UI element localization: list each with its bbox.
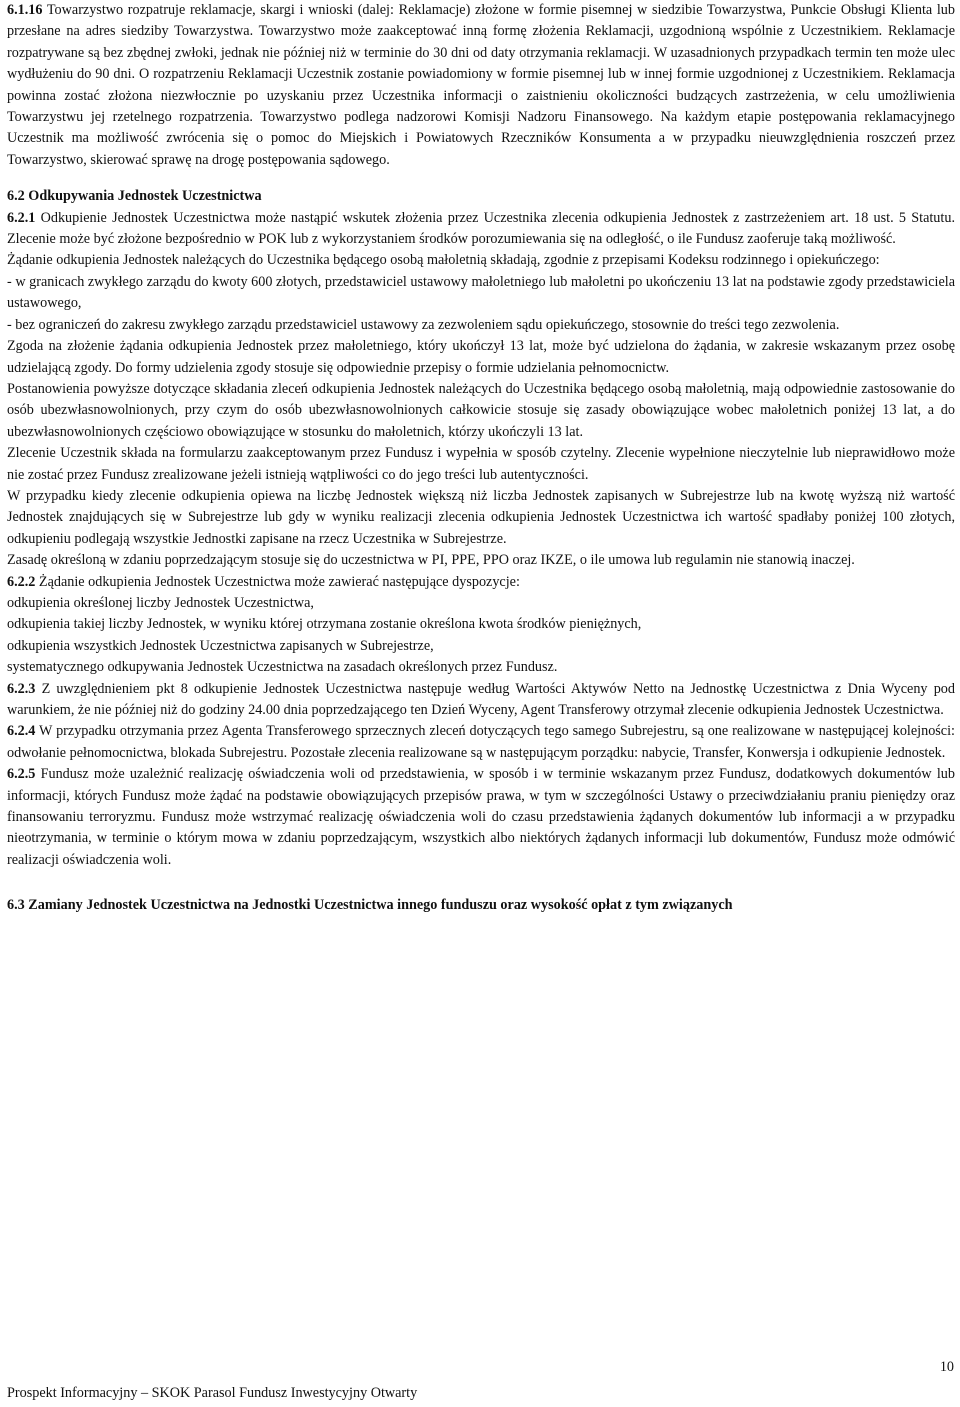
paragraph-text: Fundusz może uzależnić realizację oświadczenia woli od przedstawienia, w sposób i w terminie wskazanym przez Fundusz, dodatkowych dokumentów lub informacji, których Fundusz może żądać na podstawie obowiązujących przepisów prawa, w tym w szczególności Ustawy o przeciwdziałaniu praniu pieniędzy oraz finansowaniu terroryzmu. Fundusz może wstrzymać realizację oświadczenia woli do czasu przedstawienia żądanych dokumentów lub informacji a w przypadku nieotrzymania, w terminie o którym mowa w zdaniu poprzedzającym, wszystkich albo niektórych żądanych informacji lub dokumentów, Fundusz może odmówić realizacji oświadczenia woli.	[7, 766, 955, 868]
section-heading: 6.3 Zamiany Jednostek Uczestnictwa na Jednostki Uczestnictwa innego funduszu oraz wysokość opłat z tym związanych	[7, 897, 733, 914]
clause-number: 6.2.5	[7, 766, 36, 783]
paragraph	[7, 550, 955, 571]
paragraph	[7, 657, 955, 678]
paragraph	[7, 379, 955, 443]
paragraph	[7, 679, 955, 722]
paragraph	[7, 0, 955, 171]
clause-number: 6.2.3	[7, 680, 36, 697]
paragraph-text: odkupienia określonej liczby Jednostek Uczestnictwa,	[7, 594, 314, 611]
paragraph-text: Zgoda na złożenie żądania odkupienia Jednostek przez małoletniego, który ukończył 13 lat, może być udzielona do żądania, w zakresie wskazanym przez osobę udzielającą zgody. Do formy udzielenia zgody stosuje się odpowiednie przepisy o formie udzielania pełnomocnictw.	[7, 338, 955, 376]
clause-number: 6.1.16	[7, 2, 43, 18]
paragraph-text: Postanowienia powyższe dotyczące składania zleceń odkupienia Jednostek należących do Uczestnika będącego osobą małoletnią, mają odpowiednie zastosowanie do osób ubezwłasnowolnionych, przy czym do osób ubezwłasnowolnionych całkowicie stosuje się zasady obowiązujące wobec małoletnich poniżej 13 lat, a do ubezwłasnowolnionych częściowo obowiązujące w stosunku do małoletnich, którzy ukończyli 13 lat.	[7, 380, 955, 440]
paragraph	[7, 572, 955, 593]
paragraph	[7, 721, 955, 764]
paragraph-text: Zasadę określoną w zdaniu poprzedzającym stosuje się do uczestnictwa w PI, PPE, PPO oraz IKZE, o ile umowa lub regulamin nie stanowią inaczej.	[7, 552, 855, 569]
paragraph	[7, 764, 955, 871]
paragraph	[7, 336, 955, 379]
clause-number: 6.2.4	[7, 723, 36, 740]
paragraph-text: odkupienia wszystkich Jednostek Uczestnictwa zapisanych w Subrejestrze,	[7, 637, 434, 654]
paragraph-text: odkupienia takiej liczby Jednostek, w wyniku której otrzymana zostanie określona kwota środków pieniężnych,	[7, 616, 642, 633]
paragraph-text: Z uwzględnieniem pkt 8 odkupienie Jednostek Uczestnictwa następuje według Wartości Aktywów Netto na Jednostkę Uczestnictwa z Dnia Wyceny pod warunkiem, że nie później niż do godziny 24.00 dnia poprzedzającego ten Dzień Wyceny, Agent Transferowy otrzymał zlecenie odkupienia Jednostek Uczestnictwa.	[7, 680, 955, 718]
paragraph-text: - w granicach zwykłego zarządu do kwoty 600 złotych, przedstawiciel ustawowy małoletniego lub małoletni po ukończeniu 13 lat na podstawie zgody przedstawiciela ustawowego,	[7, 273, 955, 312]
section-heading: 6.2 Odkupywania Jednostek Uczestnictwa	[7, 188, 262, 205]
page-footer: Prospekt Informacyjny – SKOK Parasol Fundusz Inwestycyjny Otwarty	[7, 1385, 418, 1401]
paragraph	[7, 593, 955, 614]
paragraph-text: Towarzystwo rozpatruje reklamacje, skargi i wnioski (dalej: Reklamacje) złożone w formie pisemnej w siedzibie Towarzystwa, Punkcie Obsługi Klienta lub przesłane na adres siedziby Towarzystwa. Towarzystwo może zaakceptować inną formę złożenia Reklamacji, uzgodnioną wspólnie z Uczestnikiem. Reklamacje rozpatrywane są bez zbędnej zwłoki, jednak nie później niż w terminie do 30 dni od daty otrzymania reklamacji. W uzasadnionych przypadkach termin ten może ulec wydłużeniu do 90 dni. O rozpatrzeniu Reklamacji Uczestnik zostanie powiadomiony w formie pisemnej lub w innej formie uzgodnionej z Uczestnikiem. Reklamacja powinna zostać złożona niezwłocznie po uzyskaniu przez Uczestnika informacji o zaistnieniu okoliczności budzących zastrzeżenia, w celu umożliwienia Towarzystwu jej rzetelnego rozpatrzenia. Towarzystwo podlega nadzorowi Komisji Nadzoru Finansowego. Na każdym etapie postępowania reklamacyjnego Uczestnik ma możliwość zwrócenia się o pomoc do Miejskich i Powiatowych Rzeczników Konsumenta a w przypadku nieuwzględnienia roszczeń przez Towarzystwo, skierować sprawę na drogę postępowania sądowego.	[7, 2, 955, 168]
paragraph	[7, 272, 955, 315]
spacer	[7, 871, 955, 895]
paragraph	[7, 443, 955, 486]
paragraph-text: Odkupienie Jednostek Uczestnictwa może nastąpić wskutek złożenia przez Uczestnika zlecenia odkupienia Jednostek z zastrzeżeniem art. 18 ust. 5 Statutu. Zlecenie może być złożone bezpośrednio w POK lub z wykorzystaniem środków porozumiewania się na odległość, o ile Fundusz zaoferuje taką możliwość.	[7, 209, 955, 248]
paragraph-text: - bez ograniczeń do zakresu zwykłego zarządu przedstawiciel ustawowy za zezwoleniem sądu opiekuńczego, stosownie do treści tego zezwolenia.	[7, 316, 840, 333]
clause-number: 6.2.2	[7, 573, 36, 590]
paragraph-text: Żądanie odkupienia Jednostek należących do Uczestnika będącego osobą małoletnią składają, zgodnie z przepisami Kodeksu rodzinnego i opiekuńczego:	[7, 252, 880, 269]
paragraph	[7, 614, 955, 635]
paragraph	[7, 636, 955, 657]
paragraph	[7, 208, 955, 251]
paragraph	[7, 315, 955, 336]
paragraph-text: W przypadku otrzymania przez Agenta Transferowego sprzecznych zleceń dotyczących tego samego Subrejestru, są one realizowane w następującej kolejności: odwołanie pełnomocnictwa, blokada Subrejestru. Pozostałe zlecenia realizowane są w następującym porządku: nabycie, Transfer, Konwersja i odkupienie Jednostek.	[7, 723, 955, 761]
paragraph-text: Zlecenie Uczestnik składa na formularzu zaakceptowanym przez Fundusz i wypełnia w sposób czytelny. Zlecenie wypełnione nieczytelnie lub nieprawidłowo może nie zostać przez Fundusz zrealizowane jeżeli istnieją wątpliwości co do jego treści lub autentyczności.	[7, 445, 955, 483]
page-number: 10	[939, 1359, 954, 1375]
paragraph	[7, 486, 955, 550]
spacer	[7, 171, 955, 186]
document-body	[7, 0, 955, 917]
paragraph-text: Żądanie odkupienia Jednostek Uczestnictwa może zawierać następujące dyspozycje:	[35, 573, 520, 590]
paragraph-text: W przypadku kiedy zlecenie odkupienia opiewa na liczbę Jednostek większą niż liczba Jednostek zapisanych w Subrejestrze lub na kwotę wyższą niż wartość Jednostek znajdujących się w Subrejestrze lub gdy w wyniku realizacji zlecenia odkupienia Jednostek Uczestnictwa ich wartość spadłaby poniżej 100 złotych, odkupieniu podlegają wszystkie Jednostki zapisane na rzecz Uczestnika w Subrejestrze.	[7, 487, 955, 547]
paragraph-text: systematycznego odkupywania Jednostek Uczestnictwa na zasadach określonych przez Fundusz.	[7, 659, 558, 676]
paragraph	[7, 250, 955, 271]
clause-number: 6.2.1	[7, 209, 36, 226]
